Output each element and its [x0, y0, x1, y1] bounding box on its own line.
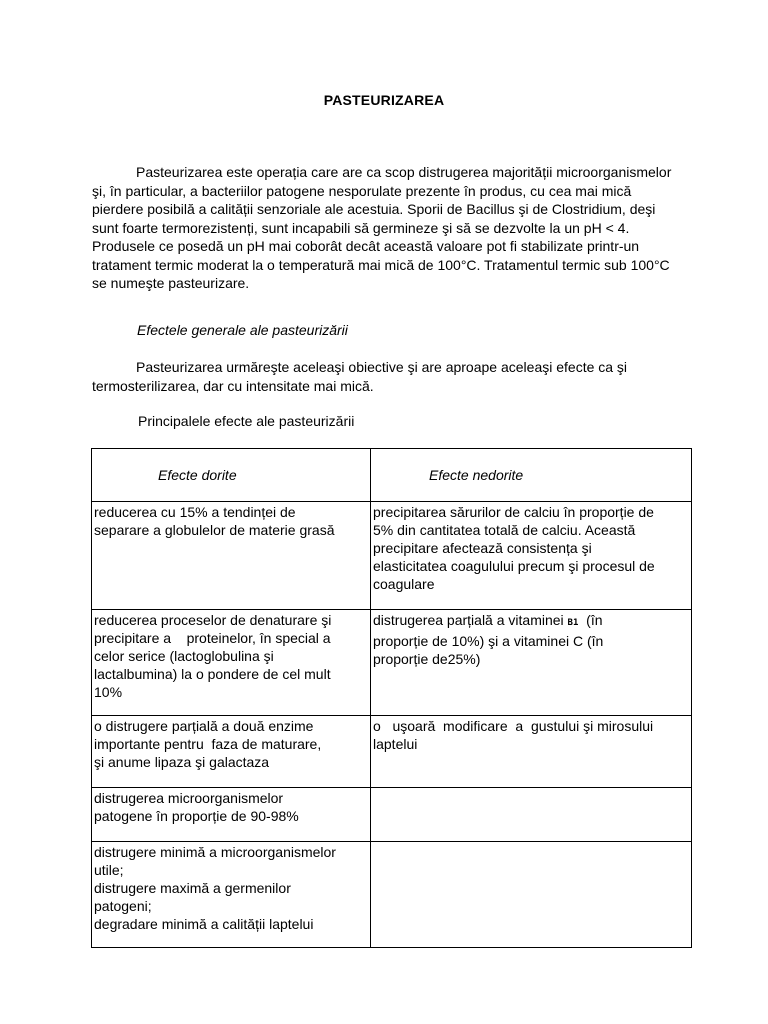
cell-line: elasticitatea coagulului precum şi procesul de: [373, 558, 655, 574]
desired-cell: [92, 788, 371, 842]
table-lead: Principalele efecte ale pasteurizării: [138, 413, 355, 429]
cell-line: proporție de25%): [373, 651, 481, 667]
table-row: [92, 502, 692, 610]
cell-line: precipitare afectează consistența şi: [373, 540, 592, 556]
table-row: [92, 610, 692, 716]
cell-line: distrugere maximă a germenilor: [94, 880, 291, 896]
cell-line: 10%: [94, 684, 123, 700]
table-row: [92, 788, 692, 842]
table-row: [92, 842, 692, 948]
cell-line: şi anume lipaza şi galactaza: [94, 754, 270, 770]
vitamin-text-tail: (în: [578, 612, 603, 628]
cell-line: patogeni;: [94, 898, 152, 914]
intro-paragraph: [92, 163, 744, 293]
vitamin-text: distrugerea parțială a vitaminei: [373, 612, 568, 628]
undesired-cell: [371, 716, 692, 788]
cell-line: 5% din cantitatea totală de calciu. Această: [373, 522, 636, 538]
intro-line: sunt foarte termorezistenți, sunt incapabili să germineze şi să se dezvolte la un pH < 4.: [92, 219, 630, 236]
intro-line: şi, în particular, a bacteriilor patogene nesporulate prezente în produs, cu cea mai mică: [92, 182, 632, 199]
document-title: PASTEURIZAREA: [323, 92, 445, 108]
undesired-cell-empty: [371, 842, 692, 948]
intro-line: Pasteurizarea este operația care are ca scop distrugerea majorității microorganismelor: [136, 164, 672, 180]
intro-line: Produsele ce posedă un pH mai coborât decât această valoare pot fi stabilizate printr-un: [92, 238, 640, 254]
cell-line: degradare minimă a calității laptelui: [94, 916, 314, 932]
header-desired-effects: Efecte dorite: [92, 449, 371, 502]
cell-line: [373, 611, 689, 632]
section-heading: Efectele generale ale pasteurizării: [137, 322, 348, 338]
header-undesired-effects: Efecte nedorite: [371, 449, 692, 502]
effects-table: [91, 448, 692, 948]
cell-line: separare a globulelor de materie grasă: [94, 522, 335, 538]
cell-line: precipitarea sărurilor de calciu în proporție de: [373, 504, 654, 520]
objective-line: termosterilizarea, dar cu intensitate mai mică.: [92, 377, 374, 394]
desired-cell: [92, 502, 371, 610]
objective-paragraph: [92, 358, 744, 395]
undesired-cell-empty: [371, 788, 692, 842]
undesired-cell: [371, 610, 692, 716]
cell-line: utile;: [94, 862, 124, 878]
intro-line: se numeşte pasteurizare.: [92, 275, 250, 291]
cell-line: o uşoară modificare a gustului şi mirosului: [373, 718, 654, 734]
cell-line: patogene în proporție de 90-98%: [94, 808, 299, 824]
cell-line: reducerea proceselor de denaturare şi: [94, 612, 332, 628]
cell-line: precipitare a proteinelor, în special a: [94, 630, 331, 646]
intro-line: pierdere posibilă a calității senzoriale ale acestuia. Sporii de Bacillus şi de Clostridium, deşi: [92, 201, 656, 217]
cell-line: coagulare: [373, 576, 435, 592]
cell-line: proporție de 10%) şi a vitaminei C (în: [373, 633, 604, 649]
desired-cell: [92, 842, 371, 948]
cell-line: laptelui: [373, 736, 418, 752]
cell-line: lactalbumina) la o pondere de cel mult: [94, 666, 331, 682]
cell-line: distrugere minimă a microorganismelor: [94, 844, 336, 860]
desired-cell: [92, 610, 371, 716]
undesired-cell: [371, 502, 692, 610]
cell-line: importante pentru faza de maturare,: [94, 736, 322, 752]
table-row: [92, 716, 692, 788]
cell-line: celor serice (lactoglobulina şi: [94, 648, 274, 664]
objective-line: Pasteurizarea urmăreşte aceleaşi obiective şi are aproape aceleaşi efecte ca şi: [136, 359, 628, 375]
cell-line: reducerea cu 15% a tendinței de: [94, 504, 296, 520]
desired-cell: [92, 716, 371, 788]
cell-line: distrugerea microorganismelor: [94, 790, 284, 806]
intro-line: tratament termic moderat la o temperatură mai mică de 100°C. Tratamentul termic sub 100°C: [92, 256, 670, 273]
cell-line: o distrugere parțială a două enzime: [94, 718, 314, 734]
vitamin-b1-label: B1: [567, 618, 579, 628]
table-header-row: [92, 449, 692, 502]
